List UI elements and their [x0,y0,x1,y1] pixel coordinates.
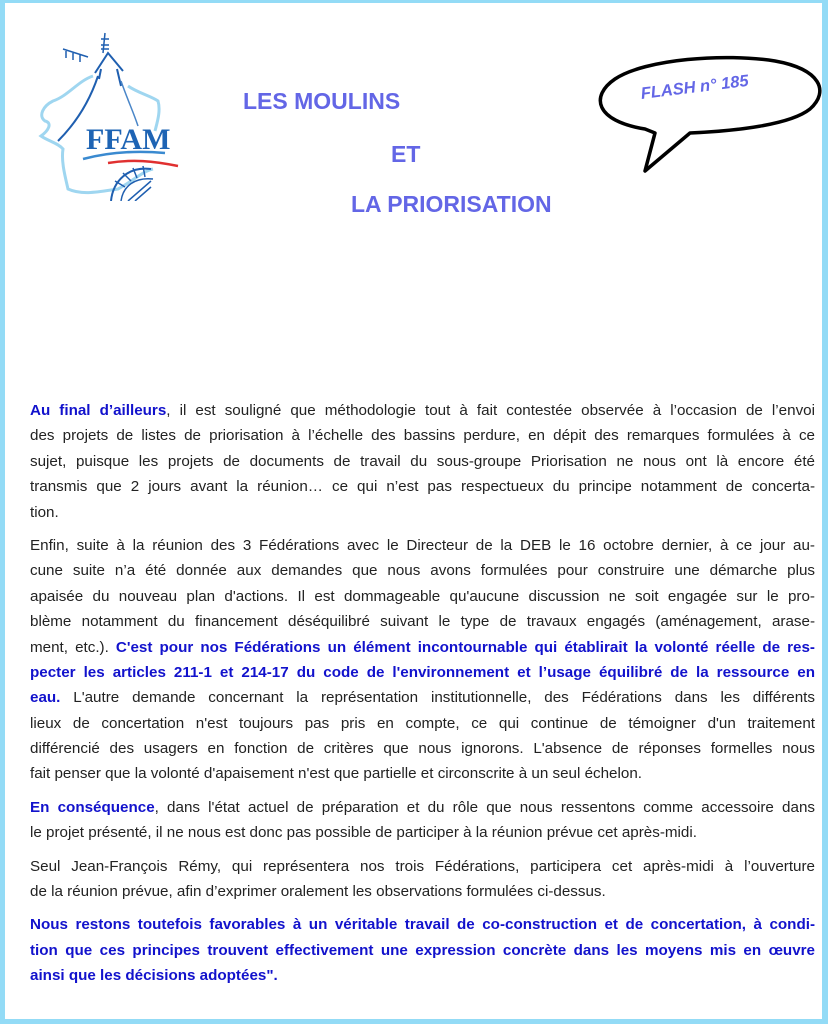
logo-text: FFAM [86,123,171,156]
text-line: des projets de listes de priorisation à l’échelle des bassins perdure, en dépit des remarques formulées à ce [30,427,815,445]
emphasis-highlight: eau. [30,689,61,707]
text-line: Enfin, suite à la réunion des 3 Fédérations avec le Directeur de la DEB le 16 octobre dernier, à ce jour au- [30,536,815,554]
text-line [30,398,815,423]
text-line: sujet, puisque les projets de documents de travail du sous-groupe Priorisation ne nous ont là encore été [30,452,815,470]
paragraph-2 [30,533,815,787]
paragraph-4 [30,854,815,905]
title-line-1: LES MOULINS [243,88,401,114]
emphasis-highlight: C'est pour nos Fédérations un élément incontournable qui établirait la volonté réelle de res- [115,638,815,656]
text-line-highlight: ainsi que les décisions adoptées". [30,967,278,985]
text-line [30,635,815,660]
paragraph-3 [30,795,815,846]
text-line-highlight: Nous restons toutefois favorables à un véritable travail de co-construction et de concertation, à condi- [30,916,815,934]
title-line-2: ET [391,141,421,167]
paragraph-1 [30,398,815,525]
article-body [30,398,815,997]
title-line-3: LA PRIORISATION [351,191,552,217]
text-line: apaisée du nouveau plan d'actions. Il est dommageable qu'aucune discussion ne soit engagée sur le pro- [30,587,815,605]
text-line: transmis que 2 jours avant la réunion… ce qui n’est pas respectueux du principe notamment de concerta- [30,478,815,496]
lead-highlight: En conséquence [30,798,155,816]
text-line [30,795,815,820]
ffam-logo [33,31,183,201]
text-line: le projet présenté, il ne nous est donc pas possible de participer à la réunion prévue cet après-midi. [30,824,697,842]
text-line: Seul Jean-François Rémy, qui représentera nos trois Fédérations, participera cet après-midi à l’ouverture [30,857,815,875]
text-line-highlight: tion que ces principes trouvent effectivement une expression concrète dans les moyens mis en œuvre [30,941,815,959]
text-segment: L'autre demande concernant la représentation institutionnelle, des Fédérations dans les différents [60,689,815,707]
paragraph-5 [30,912,815,988]
lead-highlight: Au final d’ailleurs [30,402,167,419]
text-line: de la réunion prévue, afin d’exprimer oralement les observations formulées ci-dessus. [30,883,606,901]
text-segment: ment, etc.). [30,638,116,656]
text-line: différencié des usagers en fonction de critères que nous ignorons. L'absence de réponses formelles nous [30,740,815,758]
text-segment: , il est souligné que méthodologie tout à fait contestée observée à l’occasion de l’envoi [166,402,815,419]
text-line-highlight: pecter les articles 211-1 et 214-17 du code de l'environnement et l’usage équilibré de la ressource en [30,663,815,681]
text-line: fait penser que la volonté d'apaisement n'est que partielle et circonscrite à un seul échelon. [30,765,642,783]
flash-number-label: FLASH n° 185 [639,71,750,103]
text-line: cune suite n’a été donnée aux demandes que nous avons formulées pour construire une démarche plus [30,562,815,580]
text-line: tion. [30,503,59,521]
text-segment: , dans l'état actuel de préparation et du rôle que nous ressentons comme accessoire dans [154,798,815,816]
text-line: blème notamment du financement déséquilibré suivant le type de travaux engagés (aménagement, arase- [30,613,815,631]
text-line [30,685,815,710]
text-line: lieux de concertation n'est toujours pas pris en compte, ce qui continue de témoigner d'un traitement [30,714,815,732]
speech-bubble [585,51,828,181]
